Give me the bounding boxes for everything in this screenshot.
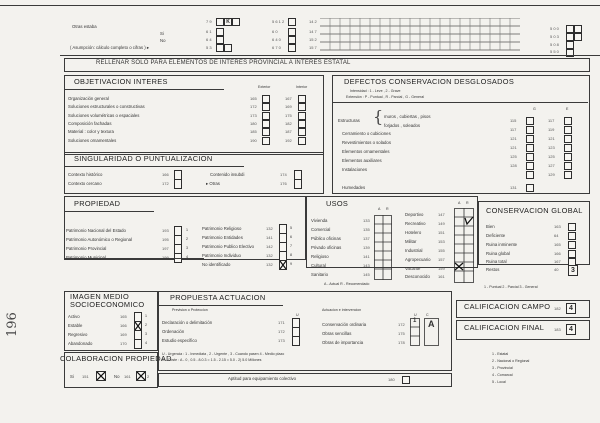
top-box-9[interactable] — [288, 36, 296, 44]
usos-col-r-right: R — [466, 201, 469, 205]
top-box-r1[interactable] — [574, 25, 582, 33]
prop-act-code-left-2: 173 — [278, 338, 285, 343]
top-box-r4[interactable] — [566, 41, 574, 49]
img-num-2: 3 — [145, 332, 147, 336]
calificacion-campo-code: 182 — [554, 306, 561, 311]
img-code-2: 169 — [120, 332, 127, 337]
obj-item-5: Soluciones ornamentales — [68, 138, 117, 143]
uso-right-3: Militar — [405, 239, 417, 244]
obj-box-int-0[interactable] — [298, 95, 306, 103]
col-interior: Interior — [296, 85, 308, 89]
cons-box-0[interactable] — [568, 223, 576, 231]
top-strip-bottom — [60, 55, 600, 56]
uso-code-right-4: 155 — [438, 248, 445, 253]
top-strip-edge — [0, 5, 600, 6]
obj-item-0: Organización general — [68, 96, 109, 101]
colab-no-box[interactable] — [136, 371, 146, 381]
usos-col-a-right: A — [458, 201, 461, 205]
prop-act-right-2: Obras de importancia — [322, 340, 364, 345]
obj-code-int-5: 192 — [285, 138, 292, 143]
cons-item-1: Deficiente — [486, 233, 506, 238]
propiedad-title: PROPIEDAD — [74, 199, 121, 208]
def-box-e-3[interactable] — [564, 144, 572, 152]
calificacion-campo-value[interactable]: 4 — [566, 303, 576, 314]
calificacion-final-code: 183 — [554, 327, 561, 332]
usos-title: USOS — [326, 199, 349, 208]
imagen-title-2: SOCIOECONOMICO — [70, 300, 145, 309]
uso-left-4: Religioso — [311, 254, 329, 259]
uso-left-2: Público oficinas — [311, 236, 341, 241]
prop-num-1: 2 — [186, 237, 188, 241]
uso-code-right-6: 159 — [438, 266, 445, 271]
usos-legend: A - Actual R - Recomendado — [324, 282, 370, 286]
prop-num-right-0: 5 — [290, 226, 292, 230]
sing-item-0: Contexto histórico — [68, 172, 103, 177]
img-num-3: 4 — [145, 341, 147, 345]
obj-code-ext-4: 185 — [250, 129, 257, 134]
top-code-mid-2: 6 4 0 — [272, 37, 281, 42]
def-code-g-6: 131 — [510, 185, 517, 190]
img-code-1: 166 — [120, 323, 127, 328]
prop-num-2: 3 — [186, 246, 188, 250]
def-code-e-4: 125 — [548, 154, 555, 159]
prop-code-right-1: 141 — [266, 235, 273, 240]
top-code-mid2-3: 15 7 — [309, 45, 317, 50]
si-label: Si — [160, 31, 164, 36]
img-check-mark — [135, 322, 141, 330]
uso-code-left-0: 133 — [363, 218, 370, 223]
obj-box-ext-0[interactable] — [262, 95, 270, 103]
usos-left-grid — [374, 215, 392, 281]
uso-code-left-4: 141 — [363, 254, 370, 259]
def-box-e-1[interactable] — [564, 126, 572, 134]
prop-item-right-3: Patrimonio Individuo — [202, 253, 241, 258]
objetivacion-underline — [64, 89, 224, 90]
prop-act-code-right-0: 172 — [398, 322, 405, 327]
prop-act-value-u[interactable]: 1 — [413, 318, 417, 324]
obj-box-ext-2[interactable] — [262, 112, 270, 120]
uso-code-left-5: 143 — [363, 263, 370, 268]
uso-right-7: Desconocido — [405, 274, 430, 279]
prop-num-right-1: 6 — [290, 235, 292, 239]
img-item-3: Abandonado — [68, 341, 93, 346]
def-code-e-3: 123 — [548, 145, 555, 150]
uso-code-left-1: 135 — [363, 227, 370, 232]
def-box-g-4[interactable] — [526, 153, 534, 161]
propuesta-underline — [158, 305, 283, 306]
calif-legend-3: 4 - Comarcal — [492, 373, 513, 377]
obj-box-int-2[interactable] — [298, 112, 306, 120]
sing-item-right-0: Contenido insubdi — [210, 172, 245, 177]
prop-code-right-2: 142 — [266, 244, 273, 249]
prop-act-box-left-2[interactable] — [292, 336, 300, 346]
cons-code-4: 167 — [554, 259, 561, 264]
prop-code-right-3: 132 — [266, 253, 273, 258]
def-code-e-1: 119 — [548, 127, 555, 132]
prop-item-left-1: Patrimonio Autonómico o Regional — [66, 237, 132, 242]
def-code-e-5: 127 — [548, 163, 555, 168]
cons-box-3[interactable] — [568, 250, 576, 258]
top-code: 7 9 — [206, 19, 212, 24]
img-code-3: 170 — [120, 341, 127, 346]
propuesta-col-left: Prevision o Proteccion — [172, 308, 208, 312]
top-box-7[interactable] — [288, 18, 296, 26]
img-num-1: 2 — [145, 323, 147, 327]
colab-no-mark — [137, 372, 145, 380]
col-exterior: Exterior — [258, 85, 271, 89]
no-label: No — [160, 38, 166, 43]
objetivacion-title: OBJETIVACION INTERES — [74, 77, 168, 86]
top-code-left-1: 6 4 — [206, 37, 212, 42]
sing-item-right-1: ▸ Otras — [206, 181, 220, 186]
img-item-2: Regresivo — [68, 332, 88, 337]
singularidad-title: SINGULARIDAD O PUNTUALIZACION — [74, 154, 213, 163]
prop-act-right-0: Conservación ordinaria — [322, 322, 367, 327]
cons-code-5: 40 — [554, 267, 559, 272]
obj-code-ext-1: 172 — [250, 104, 257, 109]
propuesta-note-1: U - Urgencia : 1 - Inmediata , 2 - Urgente , 3 - Cuando pasen 4 - Medio plazo — [162, 352, 285, 356]
prop-act-code-left-1: 172 — [278, 329, 285, 334]
obj-box-ext-4[interactable] — [262, 128, 270, 136]
prop-code-left-1: 195 — [162, 237, 169, 242]
prop-num-right-2: 7 — [290, 244, 292, 248]
def-code-e-6: 129 — [548, 172, 555, 177]
obj-code-int-4: 187 — [285, 129, 292, 134]
aptitud-label: Aptitud para equipamiento colectivo — [228, 376, 297, 381]
uso-code-right-1: 149 — [438, 221, 445, 226]
top-code-mid2-0: 14 2 — [309, 19, 317, 24]
imagen-title-1: IMAGEN MEDIO — [70, 292, 130, 301]
def-code-g-0: 115 — [510, 118, 517, 123]
def-box-e-5[interactable] — [564, 162, 572, 170]
top-code-mid2-2: 15 2 — [309, 37, 317, 42]
prop-code-left-3: 199 — [162, 255, 169, 260]
prop-num-right-4: 9 — [290, 262, 292, 266]
sing-item-1: Contexto cercano — [68, 181, 102, 186]
uso-code-right-5: 157 — [438, 257, 445, 262]
img-item-1: Estable — [68, 323, 83, 328]
obj-item-1: Soluciones estructurales o constructivas — [68, 104, 145, 109]
colab-value: 2 — [147, 374, 150, 379]
def-code-g-1: 117 — [510, 127, 517, 132]
sing-code-1: 172 — [162, 181, 169, 186]
top-box-10[interactable] — [288, 44, 296, 52]
estructuras-brace: { — [373, 107, 384, 126]
asumpcion-label: ( Asumpción: cálculo completo o cifras ) ▸ — [70, 45, 150, 50]
obj-code-int-3: 182 — [285, 121, 292, 126]
cons-value-box[interactable]: 3 — [568, 265, 578, 276]
uso-left-3: Privado oficinas — [311, 245, 342, 250]
aptitud-box[interactable] — [402, 376, 410, 384]
cons-code-3: 166 — [554, 251, 561, 256]
uso-code-left-6: 145 — [363, 272, 370, 277]
colaboracion-title: COLABORACION PROPIEDAD — [60, 354, 172, 363]
top-code-mid-3: 6 7 0 — [272, 45, 281, 50]
cons-code-2: 165 — [554, 242, 561, 247]
img-num-0: 1 — [145, 314, 147, 318]
top-hash-grid — [320, 18, 520, 54]
def-item-3: Elementos auxiliares — [342, 158, 382, 163]
top-code-left-2: 5 3 — [206, 45, 212, 50]
top-box-4[interactable] — [216, 36, 224, 44]
prop-act-code-right-2: 178 — [398, 340, 405, 345]
prop-code-left-0: 193 — [162, 228, 169, 233]
def-box-g-1[interactable] — [526, 126, 534, 134]
def-code-g-5: 128 — [510, 163, 517, 168]
def-item-2: Elementos ornamentales — [342, 149, 390, 154]
usos-right-grid — [454, 208, 474, 284]
propiedad-bottom-line — [64, 258, 204, 259]
prop-act-code-left-0: 171 — [278, 320, 285, 325]
propuesta-col-right: Actuacion e intervencion — [322, 308, 362, 312]
defectos-subtitle-1: Intensidad : 1 - Leve , 2 - Grave — [350, 89, 401, 93]
prop-item-left-3: Patrimonio Municipal — [66, 255, 106, 260]
top-code-right-2: 5 0 8 — [550, 42, 559, 47]
calificacion-campo-title: CALIFICACION CAMPO — [464, 302, 551, 311]
sing-code-right-1: 176 — [280, 181, 287, 186]
prop-item-right-4: No identificado — [202, 262, 231, 267]
top-box-r2[interactable] — [566, 33, 574, 41]
uso-right-4: Industrial — [405, 248, 423, 253]
obj-box-ext-5[interactable] — [262, 137, 270, 145]
obj-code-ext-0: 165 — [250, 96, 257, 101]
img-code-0: 165 — [120, 314, 127, 319]
prop-num-0: 1 — [186, 228, 188, 232]
defectos-title: DEFECTOS CONSERVACION DESGLOSADOS — [344, 77, 515, 86]
defectos-header-line — [332, 102, 588, 103]
obj-box-int-3[interactable] — [298, 120, 306, 128]
propuesta-note-2: C - Coste : A - 0 , 0.5 - 8.0.3 = 1.5 - 2.15 = 5.0 - 2) 5.0 Millones — [162, 358, 262, 362]
prop-item-right-0: Patrimonio Religioso — [202, 226, 242, 231]
usos-check-vacante — [455, 263, 463, 270]
colab-si-code: 151 — [82, 374, 89, 379]
obj-box-int-1[interactable] — [298, 103, 306, 111]
top-box-3[interactable] — [216, 28, 224, 36]
top-box-5[interactable] — [216, 44, 224, 52]
propuesta-col-u-left: U — [296, 313, 299, 317]
usos-left-grid-svg — [374, 215, 392, 281]
prop-box-right-4[interactable] — [279, 260, 287, 270]
def-box-e-6[interactable] — [564, 171, 572, 179]
obj-code-ext-2: 173 — [250, 113, 257, 118]
def-item-6: Humedades — [342, 185, 366, 190]
singularidad-underline — [64, 166, 244, 167]
def-item-1: Revestimientos o solados — [342, 140, 391, 145]
obj-box-ext-1[interactable] — [262, 103, 270, 111]
calificacion-final-value[interactable]: 4 — [566, 324, 576, 335]
prop-item-left-0: Patrimonio Nacional del Estado — [66, 228, 126, 233]
defectos-subtitle-2: Extensión : P - Puntual , R - Parcial , G - General — [346, 95, 425, 99]
top-code-mid-1: 6 0 — [272, 29, 278, 34]
propiedad-underline — [64, 211, 154, 212]
uso-code-left-3: 139 — [363, 245, 370, 250]
top-box-8[interactable] — [288, 28, 296, 36]
cons-item-2: Ruina inminente — [486, 242, 518, 247]
top-box-r3[interactable] — [574, 33, 582, 41]
conservacion-legend: 1 - Puntual 2 - Parcial 3 - General — [484, 285, 538, 289]
page-number: 196 — [5, 312, 20, 337]
def-code-g-3: 121 — [510, 145, 517, 150]
cons-code-0: 163 — [554, 224, 561, 229]
sing-code-right-0: 174 — [280, 172, 287, 177]
def-item-0: Cerramiento o cubiciones — [342, 131, 391, 136]
def-box-g-3[interactable] — [526, 144, 534, 152]
obj-code-int-2: 175 — [285, 113, 292, 118]
obj-code-ext-5: 190 — [250, 138, 257, 143]
usos-col-r-left: R — [386, 207, 389, 211]
propuesta-col-u-right: U — [414, 313, 417, 317]
uso-left-5: Cultural — [311, 263, 326, 268]
top-code-right-3: 5 5 0 — [550, 49, 559, 54]
uso-left-6: Sanitario — [311, 272, 328, 277]
sing-code-0: 166 — [162, 172, 169, 177]
obj-box-int-4[interactable] — [298, 128, 306, 136]
def-code-g-2: 121 — [510, 136, 517, 141]
estructura-item-1: forjados , soleados — [384, 123, 421, 128]
colab-si-label: Si — [70, 374, 74, 379]
otras-label: Otras estaba — [72, 24, 97, 29]
calif-legend-1: 2 - Nacional o Regional — [492, 359, 530, 363]
prop-act-code-right-1: 175 — [398, 331, 405, 336]
obj-code-ext-3: 180 — [250, 121, 257, 126]
def-code-e-2: 121 — [548, 136, 555, 141]
prop-act-left-1: Ordenación — [162, 329, 185, 334]
colab-si-mark — [97, 372, 105, 380]
uso-code-right-0: 147 — [438, 212, 445, 217]
def-box-g-6[interactable] — [526, 171, 534, 179]
top-code-mid-0: 5 6 1 2 — [272, 19, 285, 24]
usos-col-a-left: A — [378, 207, 381, 211]
top-code-right-0: 5 0 0 — [550, 26, 559, 31]
cons-item-5: Restos — [486, 267, 500, 272]
cons-item-0: Bien — [486, 224, 495, 229]
uso-right-5: Agropecuario — [405, 257, 431, 262]
prop-act-right-1: Obras sencillas — [322, 331, 352, 336]
prop-code-left-2: 197 — [162, 246, 169, 251]
obj-code-int-1: 169 — [285, 104, 292, 109]
def-box-e-4[interactable] — [564, 153, 572, 161]
banner-text: RELLENAR SOLO PARA ELEMENTOS DE INTERES PROVINCIAL A INTERES ESTATAL — [96, 60, 351, 66]
uso-code-left-2: 137 — [363, 236, 370, 241]
top-box-r0[interactable] — [566, 25, 574, 33]
calificacion-final-title: CALIFICACION FINAL — [464, 323, 545, 332]
top-box-1[interactable]: K — [224, 18, 232, 26]
uso-code-right-7: 161 — [438, 274, 445, 279]
uso-right-1: Recreativo — [405, 221, 426, 226]
def-box-g-0[interactable] — [526, 117, 534, 125]
uso-code-right-3: 153 — [438, 239, 445, 244]
top-code-left-0: 6 1 — [206, 29, 212, 34]
aptitud-code: 180 — [388, 377, 395, 382]
obj-item-2: Soluciones volumétricas o espaciales — [68, 113, 140, 118]
def-item-4: Instalaciones — [342, 167, 368, 172]
img-box-3[interactable] — [134, 339, 142, 349]
top-code-right-1: 5 0 3 — [550, 34, 559, 39]
sing-box-right-1[interactable] — [294, 179, 302, 189]
img-item-0: Activo — [68, 314, 80, 319]
obj-box-ext-3[interactable] — [262, 120, 270, 128]
col-g: G — [533, 107, 536, 111]
prop-item-right-1: Patrimonio Entidades — [202, 235, 243, 240]
calif-legend-0: 1 - Estatal — [492, 352, 509, 356]
propuesta-col-c-right: C — [426, 313, 429, 317]
colab-si-box[interactable] — [96, 371, 106, 381]
uso-left-0: Vivienda — [311, 218, 328, 223]
def-box-g-2[interactable] — [526, 135, 534, 143]
cons-item-4: Ruina total — [486, 259, 507, 264]
calif-legend-2: 3 - Provincial — [492, 366, 513, 370]
colab-no-label: No — [114, 374, 120, 379]
def-code-g-4: 125 — [510, 154, 517, 159]
uso-right-6: Vacante — [405, 266, 421, 271]
def-box-e-2[interactable] — [564, 135, 572, 143]
colab-no-code: 161 — [124, 374, 131, 379]
cons-code-1: 64 — [554, 233, 559, 238]
calif-legend-4: 5 - Local — [492, 380, 506, 384]
top-code-mid2-1: 14 7 — [309, 29, 317, 34]
def-box-g-7[interactable] — [526, 184, 534, 192]
obj-item-3: Composición fachadas — [68, 121, 112, 126]
obj-item-4: Material : color y textura — [68, 129, 114, 134]
top-box-2[interactable] — [232, 18, 240, 26]
estructuras-label: Estructuras — [338, 118, 360, 123]
cons-item-3: Ruina global — [486, 251, 510, 256]
prop-code-right-0: 132 — [266, 226, 273, 231]
uso-right-0: Deportivo — [405, 212, 424, 217]
estructura-item-0: muros , cubiertas , pisos — [384, 114, 431, 119]
prop-num-right-3: 8 — [290, 253, 292, 257]
prop-item-left-2: Patrimonio Provincial — [66, 246, 107, 251]
obj-code-int-0: 167 — [285, 96, 292, 101]
cons-box-1[interactable] — [568, 232, 576, 240]
prop-check-mark — [280, 261, 286, 269]
uso-left-1: Comercial — [311, 227, 331, 232]
def-box-e-0[interactable] — [564, 117, 572, 125]
col-e: E — [566, 107, 569, 111]
prop-code-right-4: 132 — [266, 262, 273, 267]
conservacion-title: CONSERVACION GLOBAL — [486, 206, 583, 215]
obj-box-int-5[interactable] — [298, 137, 306, 145]
sing-box-1[interactable] — [174, 179, 182, 189]
top-box-0[interactable] — [216, 18, 224, 26]
uso-right-2: Hotelero — [405, 230, 422, 235]
def-code-e-0: 117 — [548, 118, 555, 123]
usos-right-grid-svg — [454, 208, 474, 284]
top-box-6[interactable] — [224, 44, 232, 52]
prop-act-left-0: Declaración o delimitación — [162, 320, 213, 325]
prop-num-3: 4 — [186, 255, 188, 259]
usos-check-recreativo — [465, 217, 473, 224]
prop-act-value-c[interactable]: A — [428, 319, 435, 329]
uso-code-right-2: 151 — [438, 230, 445, 235]
cons-box-2[interactable] — [568, 241, 576, 249]
propuesta-title: PROPUESTA ACTUACION — [170, 293, 266, 302]
prop-item-right-2: Patrimonio Publico Electivo — [202, 244, 255, 249]
prop-act-left-2: Estudio específico — [162, 338, 197, 343]
def-box-g-5[interactable] — [526, 162, 534, 170]
top-hash-grid-svg — [320, 18, 520, 54]
